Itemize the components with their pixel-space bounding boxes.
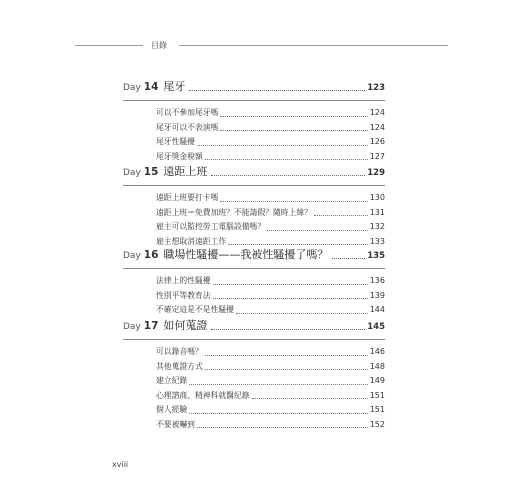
dot-leader <box>220 116 367 117</box>
entry-page-number: 151 <box>369 390 385 400</box>
chapter-title: 如何蒐證 <box>163 319 208 332</box>
dot-leader <box>228 244 368 245</box>
dot-leader <box>252 398 368 399</box>
entry-page-number: 124 <box>369 122 385 132</box>
entry-title: 可以不參加尾牙嗎 <box>156 108 219 117</box>
chapter-heading[interactable] <box>123 78 385 98</box>
chapter-heading[interactable] <box>123 246 385 266</box>
toc-entry[interactable] <box>156 107 385 122</box>
chapter-divider <box>123 185 385 186</box>
chapter-heading[interactable] <box>123 163 385 183</box>
entry-page-number: 136 <box>369 276 385 285</box>
day-label: Day <box>123 83 141 93</box>
section-list <box>156 346 385 433</box>
entry-title: 雇主想取消遠距工作 <box>156 236 227 246</box>
toc-entry[interactable] <box>156 122 385 137</box>
dot-leader <box>197 145 368 146</box>
dot-leader <box>220 130 367 131</box>
entry-page-number: 124 <box>369 108 385 117</box>
entry-page-number: 149 <box>369 376 385 385</box>
running-header <box>75 40 448 52</box>
entry-title: 不要被嚇到 <box>156 419 195 429</box>
day-label: Day <box>123 168 141 178</box>
dot-leader <box>314 215 368 216</box>
entry-title: 尾牙獎金稅額 <box>156 151 203 161</box>
toc-chapter-day-15[interactable] <box>123 163 385 250</box>
toc-chapter-day-17[interactable] <box>123 317 385 433</box>
toc-entry[interactable] <box>156 375 385 390</box>
dot-leader <box>205 355 368 356</box>
dot-leader <box>189 413 368 414</box>
section-list <box>156 192 385 250</box>
entry-page-number: 148 <box>369 361 385 371</box>
day-label: Day <box>123 322 141 332</box>
day-label: Day <box>123 251 141 261</box>
entry-page-number: 127 <box>369 151 385 161</box>
entry-page-number: 132 <box>369 222 385 231</box>
toc-entry[interactable] <box>156 275 385 290</box>
day-number: 15 <box>143 166 159 178</box>
toc-entry[interactable] <box>156 192 385 207</box>
dot-leader <box>213 284 368 285</box>
entry-title: 其他蒐證方式 <box>156 361 203 371</box>
dot-leader <box>205 159 368 160</box>
entry-title: 建立紀錄 <box>156 376 188 385</box>
day-number: 16 <box>143 249 159 261</box>
entry-page-number: 144 <box>369 305 385 314</box>
entry-page-number: 130 <box>369 193 385 202</box>
dot-leader <box>205 369 368 370</box>
entry-page-number: 146 <box>369 347 385 356</box>
entry-title: 個人經驗 <box>156 405 188 414</box>
dot-leader <box>213 298 368 299</box>
dot-leader <box>220 201 367 202</box>
toc-entry[interactable] <box>156 346 385 361</box>
toc-entry[interactable] <box>156 419 385 434</box>
entry-page-number: 126 <box>369 137 385 146</box>
day-number: 17 <box>143 320 159 332</box>
entry-title: 遠距上班＝免費加班？不能請假？隨時上線？ <box>156 207 312 217</box>
entry-page-number: 131 <box>369 207 385 217</box>
entry-title: 雇主可以監控勞工電腦設備嗎？ <box>156 222 266 231</box>
chapter-divider <box>123 100 385 101</box>
dot-leader <box>189 90 365 91</box>
chapter-page-number: 123 <box>367 83 385 93</box>
entry-page-number: 151 <box>369 405 385 414</box>
toc-chapter-day-16[interactable] <box>123 246 385 319</box>
toc-entry[interactable] <box>156 207 385 222</box>
day-number: 14 <box>143 81 159 93</box>
header-label: 目錄 <box>151 41 167 50</box>
entry-page-number: 152 <box>369 419 385 429</box>
chapter-page-number: 135 <box>367 251 385 261</box>
toc-entry[interactable] <box>156 361 385 376</box>
entry-title: 可以錄音嗎？ <box>156 347 203 356</box>
chapter-heading[interactable] <box>123 317 385 337</box>
chapter-page-number: 145 <box>367 322 385 332</box>
toc-entry[interactable] <box>156 136 385 151</box>
entry-title: 尾牙可以不表演嗎 <box>156 122 219 132</box>
dot-leader <box>236 313 368 314</box>
entry-title: 遠距上班要打卡嗎 <box>156 193 219 202</box>
header-rule-left <box>75 45 143 46</box>
dot-leader <box>189 384 368 385</box>
dot-leader <box>332 258 365 259</box>
chapter-title: 遠距上班 <box>163 165 208 178</box>
entry-page-number: 133 <box>369 236 385 246</box>
toc-entry[interactable] <box>156 290 385 305</box>
section-list <box>156 107 385 165</box>
entry-title: 尾牙性騷擾 <box>156 137 195 146</box>
chapter-divider <box>123 339 385 340</box>
entry-title: 法律上的性騷擾 <box>156 276 211 285</box>
header-rule-right <box>179 45 448 46</box>
chapter-title: 職場性騷擾——我被性騷擾了嗎？ <box>163 248 329 261</box>
toc-entry[interactable] <box>156 221 385 236</box>
chapter-page-number: 129 <box>367 168 385 178</box>
toc-chapter-day-14[interactable] <box>123 78 385 165</box>
dot-leader <box>211 329 365 330</box>
chapter-divider <box>123 268 385 269</box>
page-folio: xviii <box>112 460 129 469</box>
chapter-title: 尾牙 <box>163 80 186 93</box>
section-list <box>156 275 385 319</box>
toc-entry[interactable] <box>156 404 385 419</box>
toc-entry[interactable] <box>156 390 385 405</box>
dot-leader <box>267 230 368 231</box>
entry-title: 不確定這是不是性騷擾 <box>156 305 234 314</box>
entry-title: 心理諮商、精神科就醫紀錄 <box>156 390 250 400</box>
entry-title: 性別平等教育法 <box>156 290 211 300</box>
entry-page-number: 139 <box>369 290 385 300</box>
dot-leader <box>211 175 365 176</box>
dot-leader <box>197 427 368 428</box>
